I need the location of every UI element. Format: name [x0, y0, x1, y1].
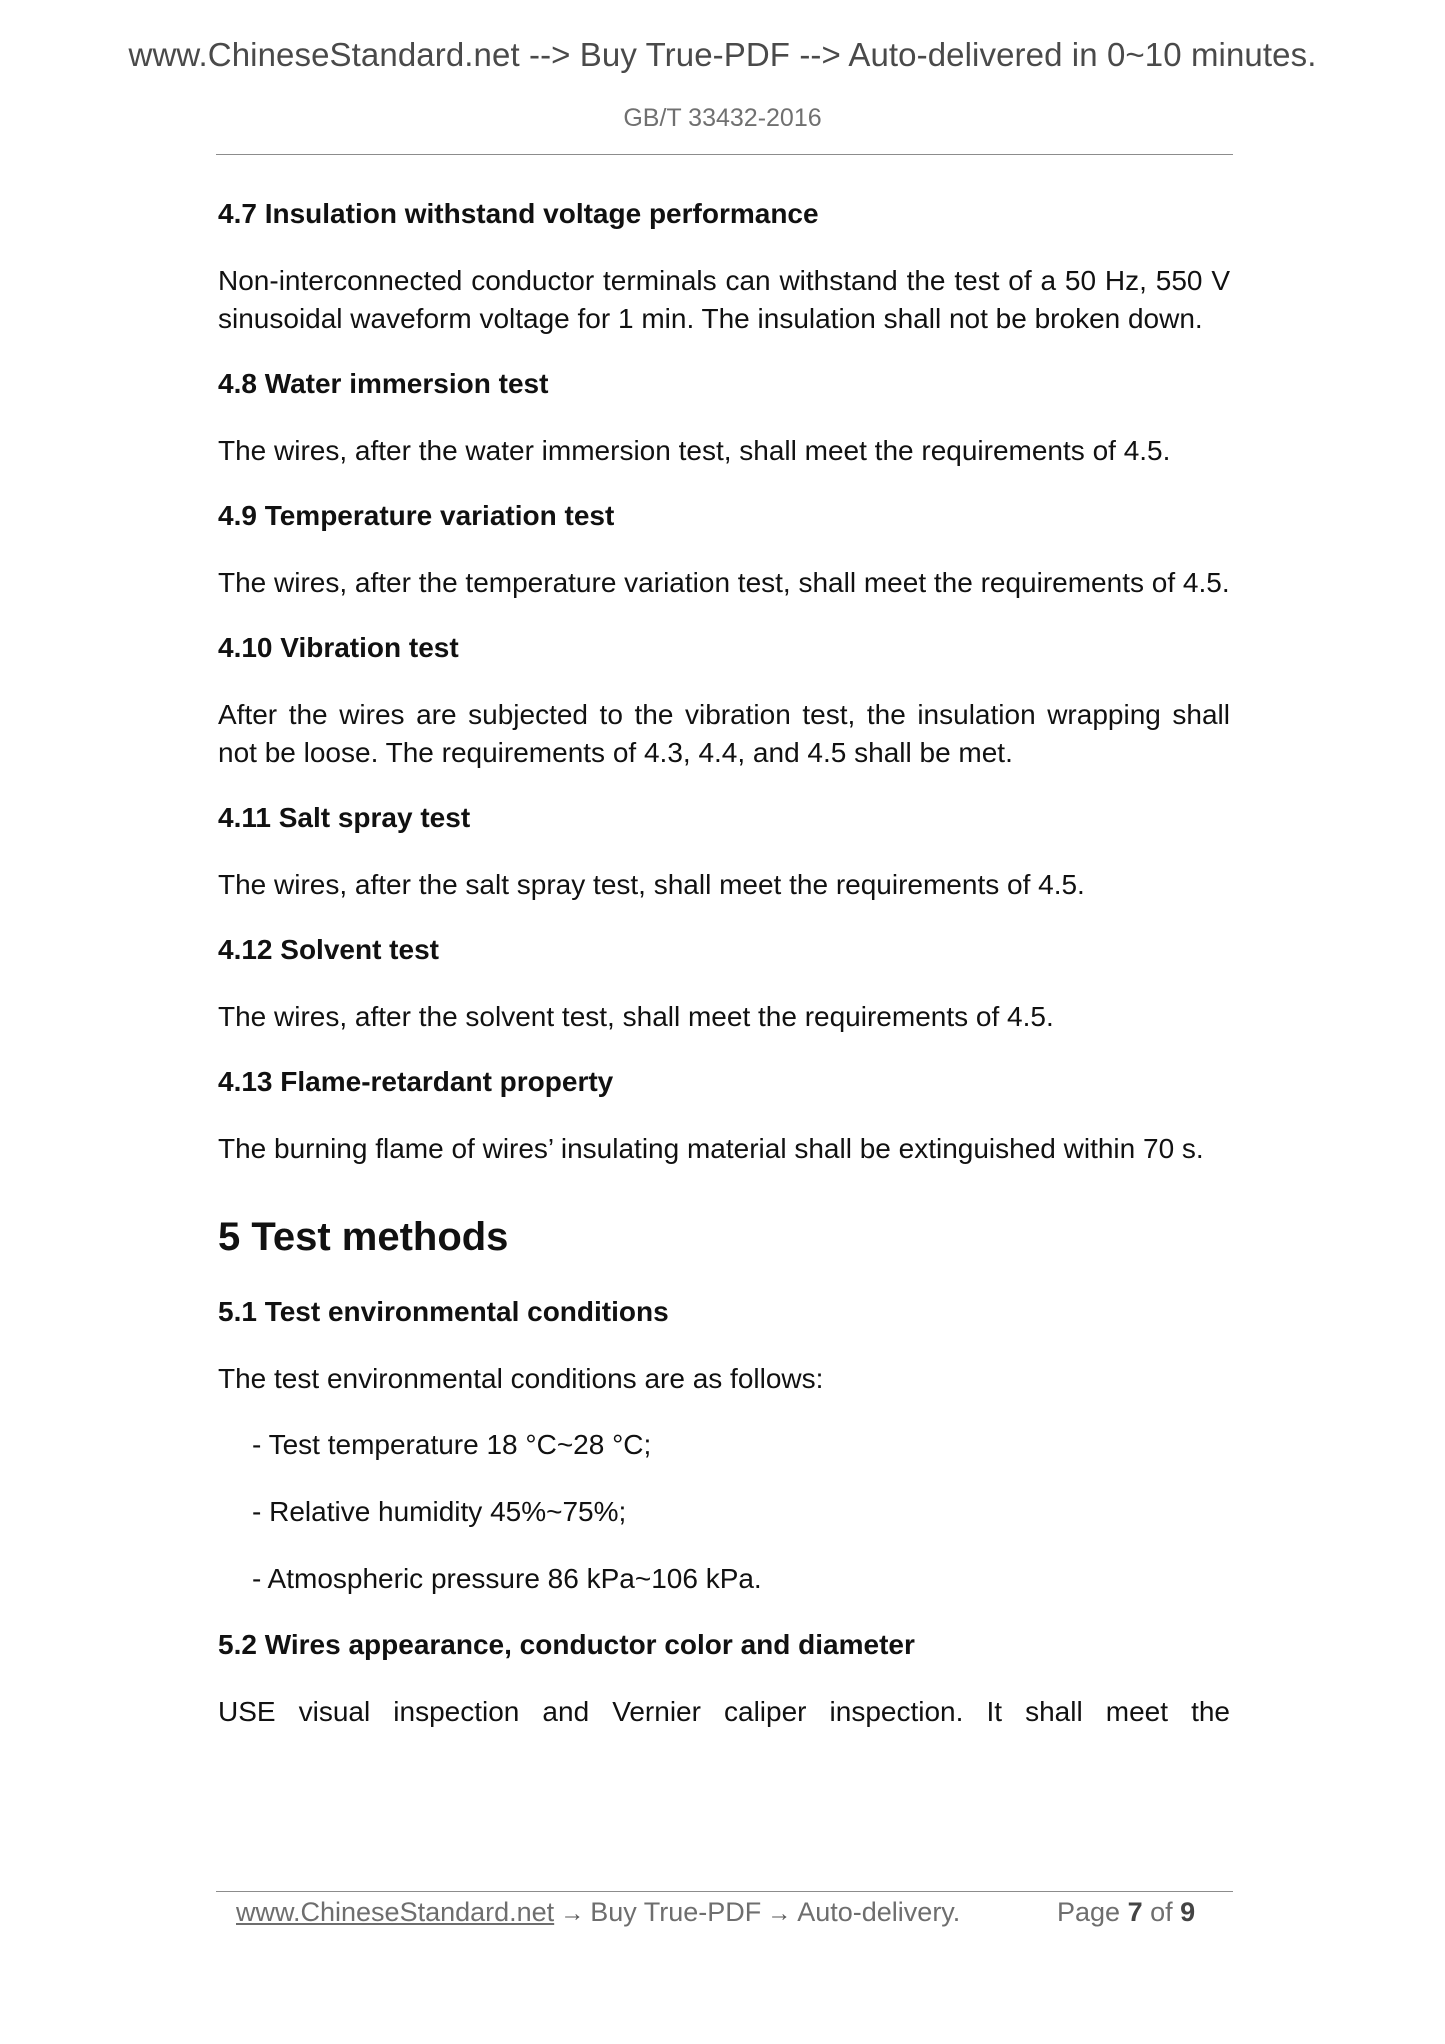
page-number: 7 [1127, 1897, 1143, 1927]
heading-4-11: 4.11 Salt spray test [218, 802, 471, 833]
arrow-right-icon: → [560, 1900, 585, 1927]
of-label: of [1150, 1897, 1173, 1927]
list-item: - Atmospheric pressure 86 kPa~106 kPa. [252, 1563, 762, 1594]
page-indicator [1057, 1897, 1195, 1928]
footer-delivery-text: Auto-delivery. [797, 1897, 961, 1927]
paragraph-4-10: After the wires are subjected to the vibration test, the insulation wrapping shall not be loose. The requirements of 4.3, 4.4, and 4.5 shall be met. [218, 699, 1230, 768]
heading-5-2: 5.2 Wires appearance, conductor color and diameter [218, 1629, 915, 1660]
standard-code: GB/T 33432-2016 [623, 104, 822, 132]
paragraph-4-9: The wires, after the temperature variation test, shall meet the requirements of 4.5. [218, 567, 1230, 598]
footer-buy-text: Buy True-PDF [590, 1897, 762, 1927]
heading-5-1: 5.1 Test environmental conditions [218, 1296, 669, 1327]
heading-4-8: 4.8 Water immersion test [218, 368, 549, 399]
list-item: - Relative humidity 45%~75%; [252, 1496, 627, 1527]
paragraph-4-11: The wires, after the salt spray test, shall meet the requirements of 4.5. [218, 869, 1085, 900]
paragraph-4-8: The wires, after the water immersion test, shall meet the requirements of 4.5. [218, 435, 1171, 466]
paragraph-4-13: The burning flame of wires’ insulating material shall be extinguished within 70 s. [218, 1133, 1204, 1164]
page-total: 9 [1180, 1897, 1196, 1927]
heading-4-7: 4.7 Insulation withstand voltage performance [218, 198, 819, 229]
footer-divider [216, 1891, 1233, 1892]
header-banner: www.ChineseStandard.net --> Buy True-PDF --> Auto-delivered in 0~10 minutes. [128, 36, 1317, 73]
document-body [218, 196, 1230, 1731]
page-footer [0, 1897, 1445, 1937]
paragraph-4-7: Non-interconnected conductor terminals can withstand the test of a 50 Hz, 550 V sinusoidal waveform voltage for 1 min. The insulation shall not be broken down. [218, 265, 1230, 334]
header-divider [216, 154, 1233, 155]
paragraph-5-2: USE visual inspection and Vernier caliper inspection. It shall meet the [218, 1696, 1230, 1727]
page-label: Page [1057, 1897, 1121, 1927]
arrow-right-icon: → [767, 1900, 792, 1927]
paragraph-4-12: The wires, after the solvent test, shall meet the requirements of 4.5. [218, 1001, 1054, 1032]
heading-4-13: 4.13 Flame-retardant property [218, 1066, 614, 1097]
heading-4-9: 4.9 Temperature variation test [218, 500, 615, 531]
paragraph-5-1: The test environmental conditions are as follows: [218, 1363, 824, 1394]
heading-4-12: 4.12 Solvent test [218, 934, 439, 965]
list-item: - Test temperature 18 °C~28 °C; [252, 1429, 652, 1460]
footer-promo [236, 1897, 960, 1928]
heading-5: 5 Test methods [218, 1215, 509, 1259]
footer-site-link[interactable]: www.ChineseStandard.net [236, 1897, 555, 1927]
heading-4-10: 4.10 Vibration test [218, 632, 459, 663]
